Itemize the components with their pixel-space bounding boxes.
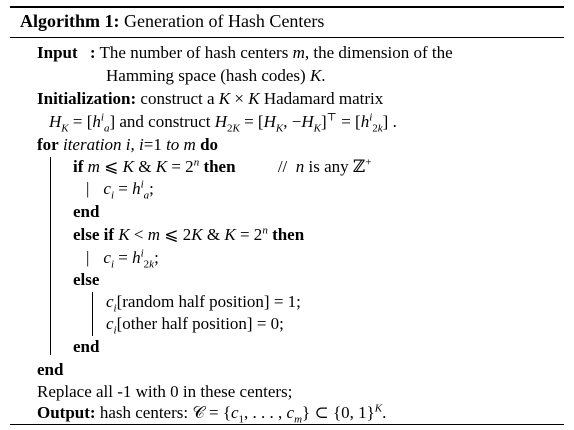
assign-2: | $c_i = h^i_{2k}$; (86, 247, 159, 271)
then-keyword-1: then (203, 157, 236, 176)
input-line-1 (37, 43, 453, 63)
else-keyword: else (73, 270, 100, 289)
output-line: Output: hash centers: 𝒞 = {$c_1$, . . . , $c_m$} ⊂ {0, 1}$^K$. (37, 402, 387, 426)
input-line-2: Hamming space (hash codes) K. (106, 66, 326, 85)
elseif-line: else if K < m ⩽ 2K & $K = 2^n$ then (73, 224, 305, 244)
else-line (73, 270, 99, 290)
input-text-1: The number of hash centers m, the dimension of the (99, 43, 453, 62)
input-sep: : (89, 43, 96, 62)
bottom-rule (10, 424, 564, 425)
init-line-2: $H_K = [h^i_a]$ and construct $H_{2K} = [H_K$, $-H_K]^⊤ = [h^i_{2k}]$ . (49, 111, 397, 135)
replace-line: Replace all -1 with 0 in these centers; (37, 382, 293, 401)
for-line: for iteration i, i=1 to m do (37, 135, 219, 154)
end-keyword-2: end (73, 337, 100, 356)
init-line-1: Initialization: construct a K × K Hadamard matrix (37, 89, 384, 108)
algorithm-title (20, 11, 324, 31)
end-for (37, 360, 63, 380)
top-rule (10, 6, 564, 8)
algorithm-label: Algorithm 1: (20, 11, 120, 31)
then-keyword-2: then (272, 225, 305, 244)
for-keyword: for (37, 135, 59, 154)
if-line: if m ⩽ K & $K = 2^n$ then // n is any ℤ+ (73, 156, 372, 176)
header-rule (10, 37, 564, 38)
assign-3: $c_i[random$ half position] = 1; (106, 292, 301, 315)
if-keyword: if (73, 157, 84, 176)
end-keyword-1: end (73, 202, 100, 221)
do-keyword: do (200, 135, 219, 154)
end-if-1 (73, 202, 99, 222)
assign-4: $c_i[other$ half position] = 0; (106, 314, 284, 337)
input-label: Input (37, 43, 78, 62)
comment: // n is any ℤ+ (277, 156, 372, 176)
algorithm-name: Generation of Hash Centers (123, 11, 325, 31)
init-label: Initialization: (37, 89, 137, 108)
else-body-bar (92, 292, 93, 336)
assign-1: | $c_i = h^i_a$; (86, 178, 154, 202)
end-if-2 (73, 337, 99, 357)
end-keyword-3: end (37, 360, 64, 379)
output-label: Output: (37, 403, 96, 422)
for-body-bar (50, 157, 51, 355)
elseif-keyword: else if (73, 225, 115, 244)
